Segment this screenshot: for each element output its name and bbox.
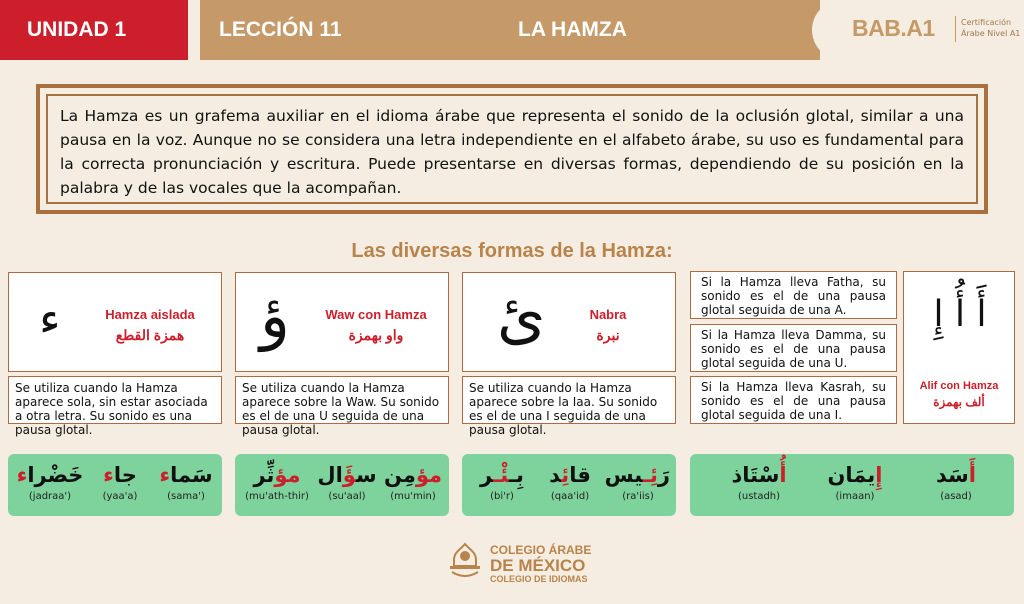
examples-isolated [8, 454, 222, 516]
form-card-isolated [8, 272, 222, 372]
rule-kasrah: Si la Hamza lleva Kasrah, su sonido es el de una pausa glotal seguida de una I. [690, 376, 897, 424]
example-word: أَسَد (asad) [936, 463, 976, 502]
mosque-icon [446, 542, 484, 582]
example-word: جاء (yaa'a) [102, 463, 138, 502]
examples-waw [235, 454, 449, 516]
form-name: Hamza aislada همزة القطع [105, 307, 195, 343]
example-word: بِـئْـر (bi'r) [480, 463, 524, 502]
example-word: خَضْراء (jadraa') [16, 463, 84, 502]
section-title: Las diversas formas de la Hamza: [351, 240, 673, 262]
form-name: Waw con Hamza واو بهمزة [325, 307, 427, 343]
unit-label: UNIDAD 1 [0, 0, 188, 60]
topic-title: LA HAMZA [518, 18, 627, 41]
examples-alif [690, 454, 1014, 516]
form-description: Se utiliza cuando la Hamza aparece sola, sin estar asociada a otra letra. Su sonido es una pausa glotal. [8, 376, 222, 424]
rule-damma: Si la Hamza lleva Damma, su sonido es el de una pausa glotal seguida de una U. [690, 324, 897, 372]
lesson-label: LECCIÓN 11 [219, 18, 342, 41]
logo-divider [955, 16, 956, 42]
examples-nabra [462, 454, 676, 516]
nabra-glyph: ئ [497, 279, 546, 352]
header-bar [200, 0, 820, 60]
form-card-alif [903, 271, 1015, 424]
certification-text: Certificación Árabe Nivel A1 [961, 18, 1021, 38]
example-word: إِيمَان (imaan) [827, 463, 883, 502]
hamza-glyph: ء [39, 291, 61, 345]
example-word: سَماء (sama') [159, 463, 213, 502]
example-word: سؤَال (su'aal) [317, 463, 377, 502]
intro-text: La Hamza es un grafema auxiliar en el idioma árabe que representa el sonido de la oclusión glotal, similar a una pausa en la voz. Aunque no se considera una letra independiente en el alfabeto árabe, su uso es fundamental para la correcta pronunciación y escritura. Puede presentarse en diversas formas, dependiendo de su posición en la palabra y de las vocales que la acompañan. [46, 94, 978, 204]
footer-text: COLEGIO ÁRABE DE MÉXICO COLEGIO DE IDIOMAS [490, 543, 592, 584]
waw-hamza-glyph: ؤ [260, 279, 290, 352]
form-name: Nabra نبرة [589, 307, 627, 343]
alif-hamza-glyphs: أَ أُ إِ [933, 294, 987, 335]
logo-text: BAB.A1 [852, 15, 935, 41]
example-word: قائِد (qaa'id) [549, 463, 591, 502]
form-card-nabra [462, 272, 676, 372]
example-word: مؤثِّر (mu'ath-thir) [245, 463, 309, 502]
bab-logo [812, 0, 1024, 60]
form-name: Alif con Hamza ألف بهمزة [919, 380, 999, 409]
form-card-waw [235, 272, 449, 372]
example-word: أُسْتَاذ (ustadh) [731, 463, 787, 502]
rule-fatha: Si la Hamza lleva Fatha, su sonido es el de una pausa glotal seguida de una A. [690, 271, 897, 319]
form-description: Se utiliza cuando la Hamza aparece sobre la Iaa. Su sonido es el de una I seguida de una pausa glotal. [462, 376, 676, 424]
form-description: Se utiliza cuando la Hamza aparece sobre la Waw. Su sonido es el de una U seguida de una pausa glotal. [235, 376, 449, 424]
example-word: رَئِـيس (ra'iis) [604, 463, 670, 502]
example-word: مؤمِن (mu'min) [383, 463, 443, 502]
intro-frame [36, 84, 988, 214]
